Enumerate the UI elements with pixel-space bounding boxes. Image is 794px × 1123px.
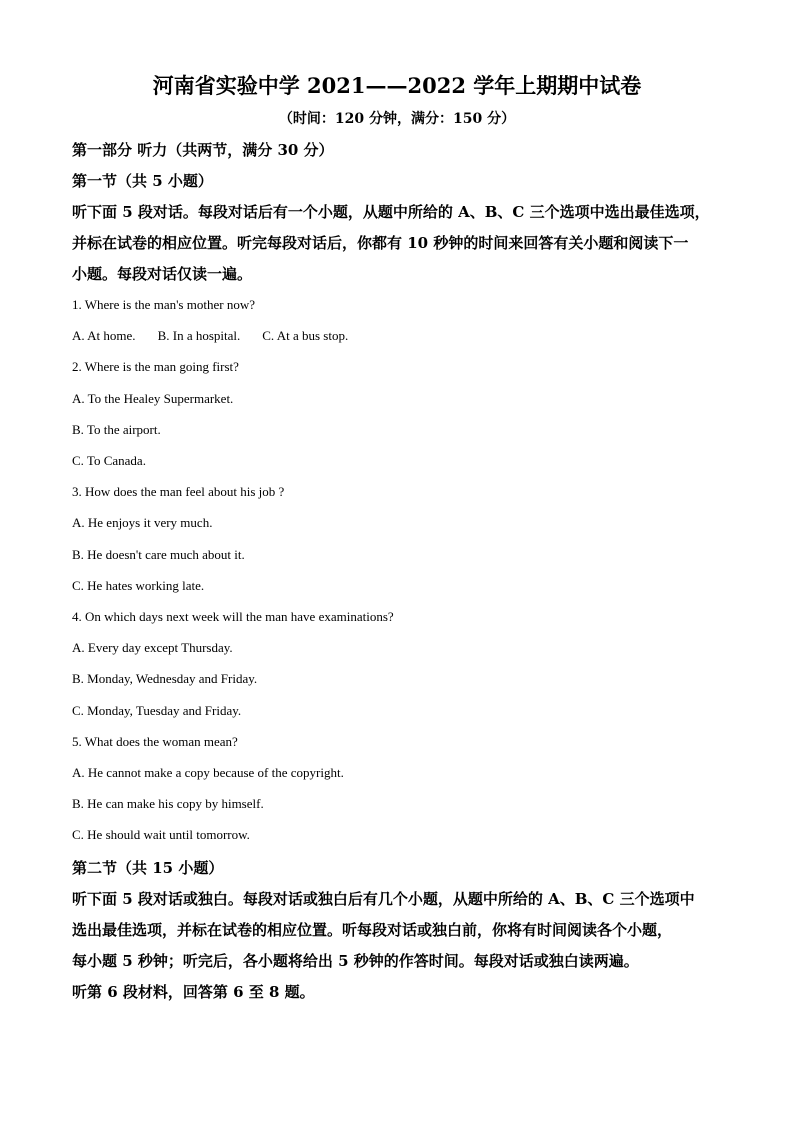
section1-instruction-line-3: 小题。每段对话仅读一遍。 — [72, 265, 253, 283]
section2-heading: 第二节（共 15 小题） — [72, 859, 224, 877]
question-5-stem: 5. What does the woman mean? — [72, 734, 238, 749]
question-1-option-c: C. At a bus stop. — [262, 328, 349, 343]
question-1-options — [72, 328, 348, 344]
question-4-option-a: A. Every day except Thursday. — [72, 640, 233, 655]
exam-title: 河南省实验中学 2021——2022 学年上期期中试卷 — [152, 73, 642, 98]
question-4-stem: 4. On which days next week will the man have examinations? — [72, 609, 394, 624]
question-3-option-b: B. He doesn't care much about it. — [72, 547, 245, 562]
material-6-note: 听第 6 段材料，回答第 6 至 8 题。 — [72, 983, 315, 1001]
question-1-option-b: B. In a hospital. — [157, 328, 241, 343]
question-4-option-c: C. Monday, Tuesday and Friday. — [72, 703, 242, 718]
part1-heading: 第一部分 听力（共两节，满分 30 分） — [72, 141, 334, 159]
question-2-option-a: A. To the Healey Supermarket. — [72, 391, 234, 406]
question-2-stem: 2. Where is the man going first? — [72, 359, 239, 374]
section2-instruction-line-2: 选出最佳选项，并标在试卷的相应位置。听每段对话或独白前，你将有时间阅读各个小题， — [72, 921, 673, 939]
question-4-option-b: B. Monday, Wednesday and Friday. — [72, 671, 258, 686]
question-2-option-b: B. To the airport. — [72, 422, 161, 437]
question-3-stem: 3. How does the man feel about his job ? — [72, 484, 285, 499]
section2-instruction-line-1: 听下面 5 段对话或独白。每段对话或独白后有几个小题，从题中所给的 A、B、C 三个选项中 — [72, 890, 695, 908]
question-1-stem: 1. Where is the man's mother now? — [72, 297, 255, 312]
question-3-option-c: C. He hates working late. — [72, 578, 205, 593]
section1-instruction-line-2: 并标在试卷的相应位置。听完每段对话后，你都有 10 秒钟的时间来回答有关小题和阅读下一 — [72, 234, 689, 252]
question-2-option-c: C. To Canada. — [72, 453, 146, 468]
question-3-option-a: A. He enjoys it very much. — [72, 515, 213, 530]
question-5-option-b: B. He can make his copy by himself. — [72, 796, 264, 811]
section1-instruction-line-1: 听下面 5 段对话。每段对话后有一个小题，从题中所给的 A、B、C 三个选项中选出最佳选项， — [72, 203, 710, 221]
section1-heading: 第一节（共 5 小题） — [72, 172, 213, 190]
section2-instruction-line-3: 每小题 5 秒钟；听完后，各小题将给出 5 秒钟的作答时间。每段对话或独白读两遍。 — [72, 952, 639, 970]
question-5-option-c: C. He should wait until tomorrow. — [72, 827, 250, 842]
question-5-option-a: A. He cannot make a copy because of the copyright. — [72, 765, 344, 780]
exam-time-score: （时间：120 分钟，满分：150 分） — [278, 111, 516, 127]
question-1-option-a: A. At home. — [72, 328, 136, 343]
